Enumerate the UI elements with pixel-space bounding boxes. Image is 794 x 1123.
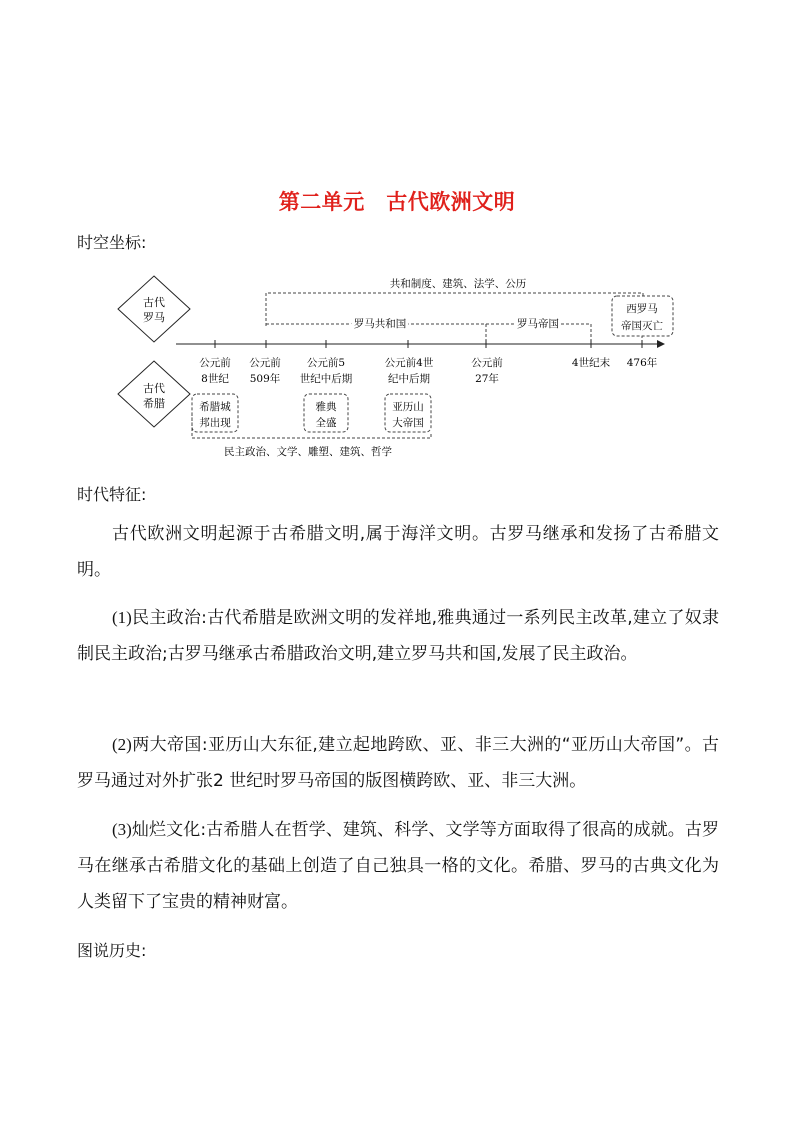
point-text: 两大帝国:亚历山大东征,建立起地跨欧、亚、非三大洲的“亚历山大帝国”。古罗马通过对外扩张2 世纪时罗马帝国的版图横跨欧、亚、非三大洲。 bbox=[77, 735, 719, 791]
intro-paragraph: 古代欧洲文明起源于古希腊文明,属于海洋文明。古罗马继承和发扬了古希腊文明。 bbox=[77, 524, 719, 580]
tick-label: 公元前5 bbox=[306, 357, 346, 369]
point-number: (3) bbox=[112, 820, 132, 839]
republic-bracket-text: 罗马共和国 bbox=[353, 318, 407, 330]
tick-label: 27年 bbox=[475, 373, 499, 385]
tick-label: 476年 bbox=[626, 357, 658, 369]
tick-label: 公元前 bbox=[471, 357, 503, 369]
greek-event-text: 希腊城 bbox=[199, 401, 231, 413]
feature-point bbox=[77, 600, 719, 672]
empire-bracket-text: 罗马帝国 bbox=[517, 318, 559, 330]
rome-top-bracket bbox=[266, 293, 643, 326]
greek-event-text: 全盛 bbox=[315, 417, 337, 429]
point-number: (2) bbox=[112, 735, 132, 754]
section-images-label: 图说历史: bbox=[77, 941, 147, 960]
tick-label: 公元前4世 bbox=[384, 357, 434, 369]
greek-event-text: 邦出现 bbox=[199, 417, 231, 429]
tick-label: 4世纪末 bbox=[571, 357, 611, 369]
tick-label: 纪中后期 bbox=[388, 373, 430, 385]
greece-label-2: 希腊 bbox=[143, 397, 165, 410]
tick-label: 8世纪 bbox=[201, 373, 229, 385]
section-features-label: 时代特征: bbox=[77, 485, 147, 504]
greek-event-text: 雅典 bbox=[315, 401, 337, 413]
point-number: (1) bbox=[112, 608, 132, 627]
tick-label: 世纪中后期 bbox=[299, 373, 353, 385]
feature-point bbox=[77, 727, 719, 799]
timeline-tick bbox=[300, 340, 353, 385]
point-text: 灿烂文化:古希腊人在哲学、建筑、科学、文学等方面取得了很高的成就。古罗马在继承古希腊文化的基础上创造了自己独具一格的文化。希腊、罗马的古典文化为人类留下了宝贵的精神财富。 bbox=[77, 820, 719, 912]
timeline-tick bbox=[249, 340, 281, 385]
greece-label-1: 古代 bbox=[143, 382, 165, 395]
rome-diamond bbox=[118, 276, 190, 342]
section-timeline-label: 时空坐标: bbox=[77, 233, 147, 252]
rome-label-1: 古代 bbox=[143, 296, 165, 309]
feature-point bbox=[77, 812, 719, 920]
rome-label-2: 罗马 bbox=[143, 311, 165, 324]
timeline-diagram bbox=[0, 268, 794, 468]
timeline-tick bbox=[385, 340, 434, 385]
greek-event-text: 亚历山 bbox=[392, 401, 424, 413]
greek-event-text: 大帝国 bbox=[392, 417, 424, 429]
west-rome-text-2: 帝国灭亡 bbox=[621, 320, 663, 332]
point-text: 民主政治:古代希腊是欧洲文明的发祥地,雅典通过一系列民主改革,建立了奴隶制民主政治;古罗马继承古希腊政治文明,建立罗马共和国,发展了民主政治。 bbox=[77, 608, 719, 664]
tick-label: 公元前 bbox=[199, 357, 231, 369]
tick-label: 公元前 bbox=[249, 357, 281, 369]
timeline-tick bbox=[199, 340, 231, 385]
rome-top-bracket-text: 共和制度、建筑、法学、公历 bbox=[389, 278, 527, 290]
tick-label: 509年 bbox=[249, 373, 281, 385]
west-rome-text-1: 西罗马 bbox=[626, 303, 658, 315]
timeline-tick bbox=[471, 340, 503, 385]
greece-bottom-bracket-text: 民主政治、文学、雕塑、建筑、哲学 bbox=[224, 446, 392, 458]
page-title: 第二单元 古代欧洲文明 bbox=[278, 190, 516, 214]
